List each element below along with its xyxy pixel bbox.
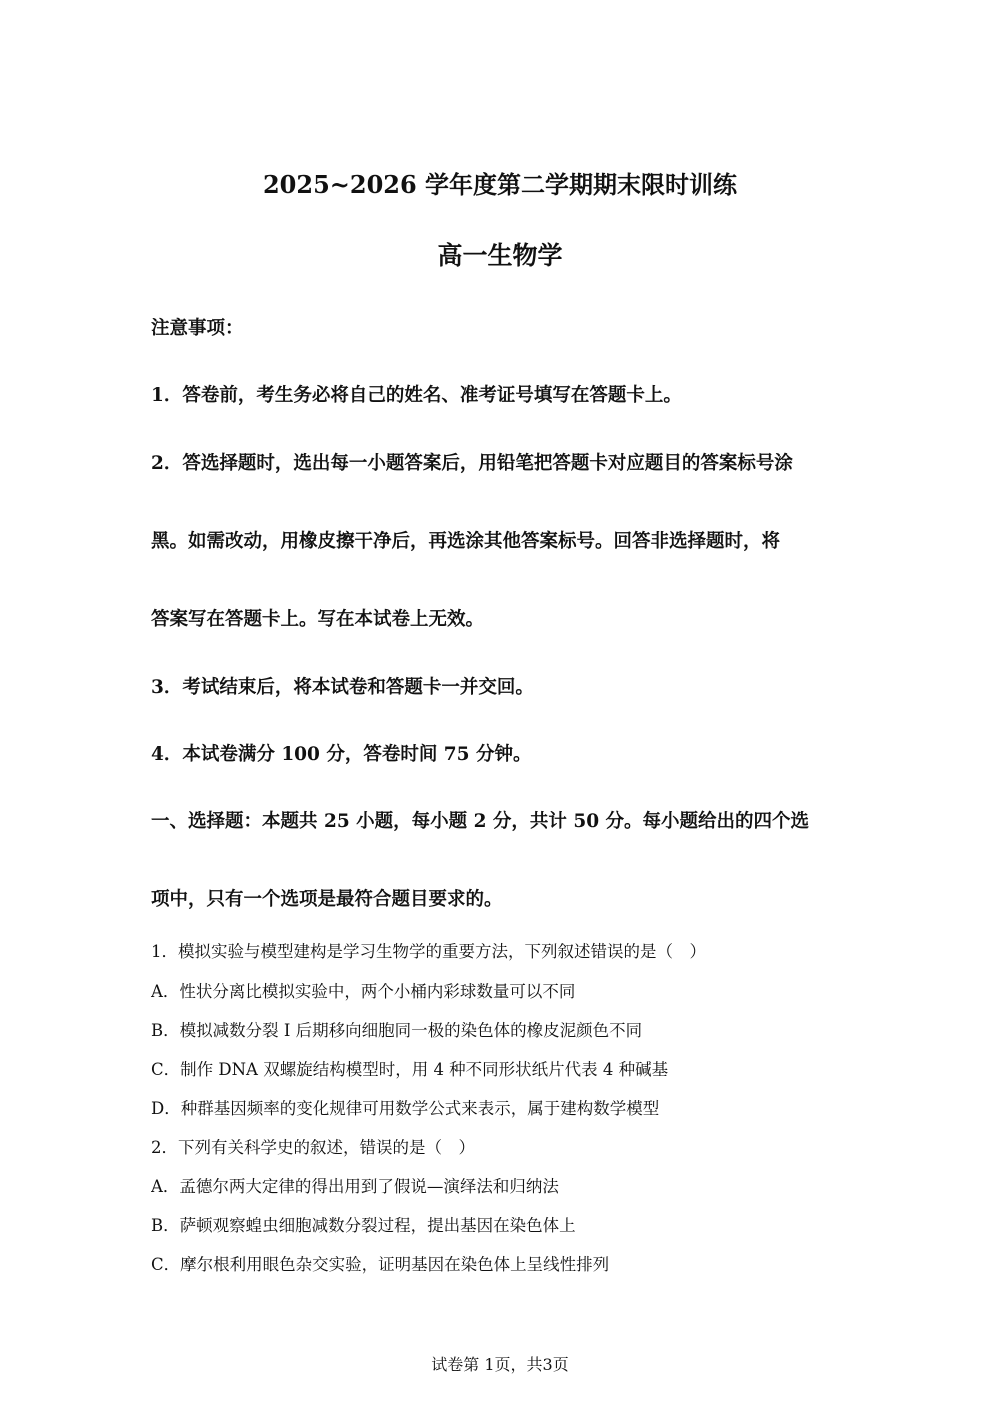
question-option: C．摩尔根利用眼色杂交实验，证明基因在染色体上呈线性排列: [151, 1255, 610, 1274]
notice-item: 3．考试结束后，将本试卷和答题卡一并交回。: [151, 677, 534, 698]
notice-item: 1．答卷前，考生务必将自己的姓名、准考证号填写在答题卡上。: [151, 385, 682, 406]
exam-title: 2025~2026 学年度第二学期期末限时训练: [262, 170, 738, 199]
question-option: A．性状分离比模拟实验中，两个小桶内彩球数量可以不同: [151, 982, 576, 1001]
exam-subject: 高一生物学: [437, 241, 563, 270]
notice-item: 2．答选择题时，选出每一小题答案后，用铅笔把答题卡对应题目的答案标号涂: [151, 453, 793, 474]
question-option: C．制作 DNA 双螺旋结构模型时，用 4 种不同形状纸片代表 4 种碱基: [151, 1060, 669, 1079]
question-option: B．萨顿观察蝗虫细胞减数分裂过程，提出基因在染色体上: [151, 1216, 576, 1235]
notice-item: 4．本试卷满分 100 分，答卷时间 75 分钟。: [151, 744, 532, 765]
question-stem: 1．模拟实验与模型建构是学习生物学的重要方法，下列叙述错误的是（ ）: [151, 942, 706, 961]
question-option: A．孟德尔两大定律的得出用到了假说—演绎法和归纳法: [151, 1177, 559, 1196]
question-option: B．模拟减数分裂 I 后期移向细胞同一极的染色体的橡皮泥颜色不同: [151, 1021, 643, 1040]
question-stem: 2．下列有关科学史的叙述，错误的是（ ）: [151, 1138, 475, 1157]
notice-heading: 注意事项：: [151, 318, 244, 339]
section-heading: 项中，只有一个选项是最符合题目要求的。: [151, 889, 503, 910]
notice-item: 黑。如需改动，用橡皮擦干净后，再选涂其他答案标号。回答非选择题时，将: [151, 531, 781, 552]
section-heading: 一、选择题：本题共 25 小题，每小题 2 分，共计 50 分。每小题给出的四个选: [151, 811, 810, 832]
notice-item: 答案写在答题卡上。写在本试卷上无效。: [151, 609, 485, 630]
page-footer: 试卷第 1页，共3页: [431, 1355, 569, 1374]
question-option: D．种群基因频率的变化规律可用数学公式来表示，属于建构数学模型: [151, 1099, 660, 1118]
